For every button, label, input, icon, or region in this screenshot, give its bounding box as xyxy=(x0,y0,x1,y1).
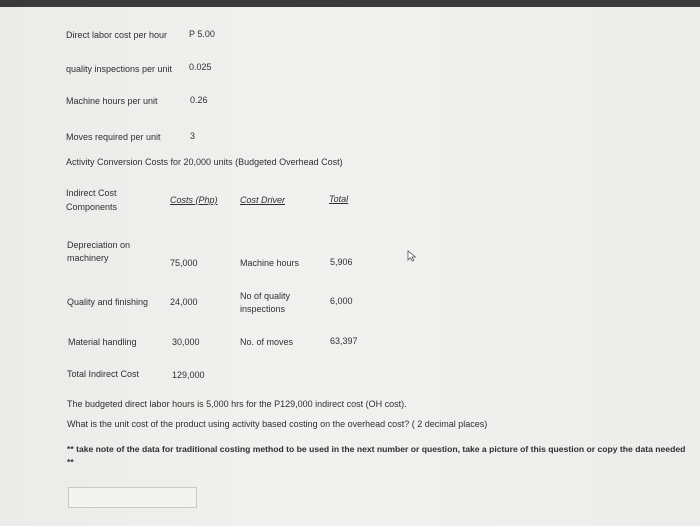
header-indirect-cost: Indirect Cost Components xyxy=(66,188,118,212)
header-costs: Costs (Php) xyxy=(170,195,218,205)
machine-hours-label: Machine hours per unit xyxy=(66,96,158,106)
row-driver: Machine hours xyxy=(240,258,300,268)
row-cost: 24,000 xyxy=(170,297,198,307)
machine-hours-value: 0.26 xyxy=(190,95,208,105)
moves-value: 3 xyxy=(190,131,196,141)
row-total: 6,000 xyxy=(330,296,353,306)
row-total: 5,906 xyxy=(330,257,353,267)
row-component: Depreciation on machinery xyxy=(67,240,131,263)
mouse-pointer-icon xyxy=(407,250,417,262)
total-indirect-value: 129,000 xyxy=(172,370,205,380)
row-driver: No of quality inspections xyxy=(240,291,291,314)
row-component: Material handling xyxy=(68,337,137,347)
total-indirect-label: Total Indirect Cost xyxy=(67,369,140,379)
row-total: 63,397 xyxy=(330,336,358,346)
row-component: Quality and finishing xyxy=(67,297,149,307)
question-line-1: The budgeted direct labor hours is 5,000 hrs for the P129,000 indirect cost (OH cost). xyxy=(67,399,407,409)
moves-label: Moves required per unit xyxy=(66,132,161,142)
question-note: ** take note of the data for traditional costing method to be used in the next number or question, take a picture of this question or copy the data needed ** xyxy=(67,444,686,467)
row-cost: 75,000 xyxy=(170,258,198,268)
quality-inspections-label: quality inspections per unit xyxy=(66,64,173,74)
table-title: Activity Conversion Costs for 20,000 units (Budgeted Overhead Cost) xyxy=(66,157,343,167)
row-cost: 30,000 xyxy=(172,337,200,347)
row-driver: No. of moves xyxy=(240,337,294,347)
labor-cost-label: Direct labor cost per hour xyxy=(66,30,168,40)
quality-inspections-value: 0.025 xyxy=(189,62,212,72)
header-cost-driver: Cost Driver xyxy=(240,195,286,205)
answer-input[interactable] xyxy=(68,487,197,508)
header-total: Total xyxy=(329,194,349,204)
top-bar xyxy=(0,0,700,7)
labor-cost-value: P 5.00 xyxy=(189,29,215,39)
question-line-2: What is the unit cost of the product using activity based costing on the overhead cost? ( 2 decimal places) xyxy=(67,419,488,429)
